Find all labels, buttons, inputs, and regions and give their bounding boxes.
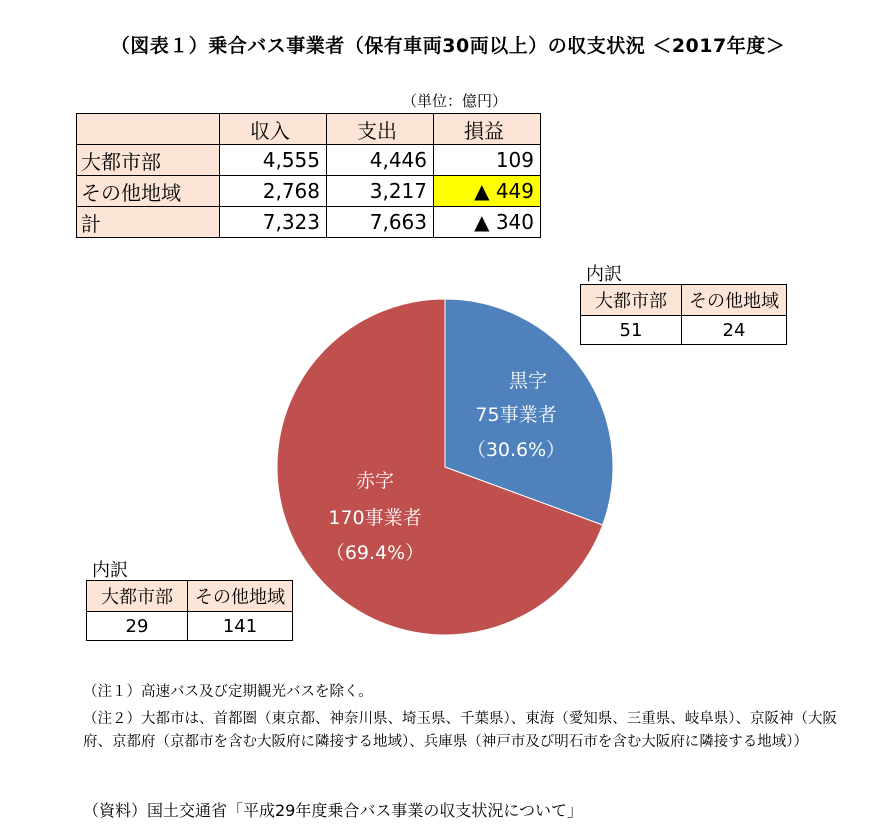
breakdown-header-metro: 大都市部 bbox=[87, 581, 188, 612]
pie-label-black-name: 黒字 bbox=[508, 370, 548, 392]
pie-label-black-pct: （30.6%） bbox=[466, 439, 566, 461]
expense-cell: 3,217 bbox=[327, 176, 434, 207]
breakdown-value-other: 141 bbox=[188, 612, 293, 641]
pie-label-red-pct: （69.4%） bbox=[325, 542, 425, 564]
row-label: 計 bbox=[77, 207, 220, 238]
breakdown-header-metro: 大都市部 bbox=[581, 285, 682, 316]
breakdown-black-table bbox=[580, 284, 787, 345]
revenue-cell: 7,323 bbox=[220, 207, 327, 238]
breakdown-value-other: 24 bbox=[682, 316, 787, 345]
pie-label-black-count: 75事業者 bbox=[475, 404, 557, 426]
profit-cell: 109 bbox=[434, 145, 541, 176]
notes bbox=[83, 681, 843, 754]
note-2: （注２）大都市は、首都圏（東京都、神奈川県、埼玉県、千葉県）、東海（愛知県、三重県、岐阜県）、京阪神（大阪府、京都府（京都市を含む大阪府に隣接する地域）、兵庫県（神戸市及び明石市を含む大阪府に隣接する地域）） bbox=[83, 711, 837, 750]
header-cell-expense: 支出 bbox=[327, 114, 434, 145]
breakdown-black-label: 内訳 bbox=[586, 264, 622, 285]
header-cell-profit: 損益 bbox=[434, 114, 541, 145]
breakdown-red-label: 内訳 bbox=[92, 560, 128, 581]
breakdown-value-metro: 29 bbox=[87, 612, 188, 641]
expense-cell: 4,446 bbox=[327, 145, 434, 176]
row-label: 大都市部 bbox=[77, 145, 220, 176]
unit-label: （単位：億円） bbox=[402, 92, 508, 110]
revenue-cell: 4,555 bbox=[220, 145, 327, 176]
source-note: （資料）国土交通省「平成29年度乗合バス事業の収支状況について」 bbox=[83, 801, 584, 820]
profit-cell: ▲ 340 bbox=[434, 207, 541, 238]
header-cell-revenue: 収入 bbox=[220, 114, 327, 145]
profit-cell-highlighted: ▲ 449 bbox=[434, 176, 541, 207]
breakdown-header-other: その他地域 bbox=[188, 581, 293, 612]
chart-title: （図表１）乗合バス事業者（保有車両30両以上）の収支状況 ＜2017年度＞ bbox=[110, 35, 786, 57]
revenue-cell: 2,768 bbox=[220, 176, 327, 207]
pie-label-red-name: 赤字 bbox=[355, 470, 395, 492]
pie-label-red-count: 170事業者 bbox=[328, 507, 422, 529]
breakdown-header-other: その他地域 bbox=[682, 285, 787, 316]
breakdown-red-table bbox=[86, 580, 293, 641]
row-label: その他地域 bbox=[77, 176, 220, 207]
expense-cell: 7,663 bbox=[327, 207, 434, 238]
breakdown-value-metro: 51 bbox=[581, 316, 682, 345]
note-1: （注１）高速バス及び定期観光バスを除く。 bbox=[83, 684, 373, 700]
